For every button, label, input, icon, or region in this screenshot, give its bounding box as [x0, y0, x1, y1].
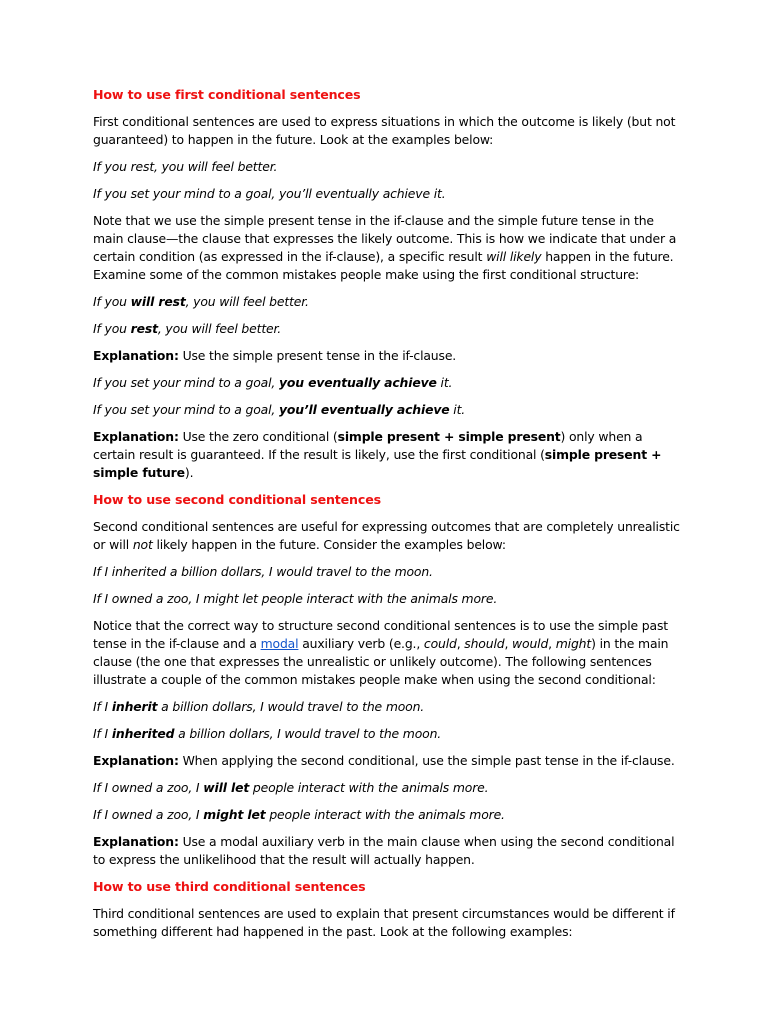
first-conditional-intro: First conditional sentences are used to express situations in which the outcome is likely (but not guaranteed) to happen in the future. Look at the examples below: [93, 114, 676, 147]
highlighted-verb: you eventually achieve [278, 375, 437, 390]
text-run: a billion dollars, I would travel to the moon. [174, 726, 442, 741]
text-run: people interact with the animals more. [249, 780, 489, 795]
explanation [93, 752, 685, 770]
text-run: Note that we use the simple present tense in the if-clause and the simple future tense in the main clause—the clause that expresses the likely outcome. This is how we indicate that under a certain condition (as expressed in the if-clause), a specific result [93, 213, 677, 264]
heading-second-conditional: How to use second conditional sentences [93, 492, 381, 507]
highlighted-verb: will let [203, 780, 250, 795]
highlighted-verb: might let [203, 807, 266, 822]
mistake-example [93, 806, 685, 824]
second-conditional-intro [93, 518, 685, 554]
example-sentence: If you rest, you will feel better. [93, 159, 278, 174]
explanation [93, 428, 685, 482]
text-run: , you will feel better. [157, 321, 282, 336]
text-run: it. [449, 402, 466, 417]
text-run: it. [436, 375, 453, 390]
text-run: If you set your mind to a goal, [93, 402, 279, 417]
highlighted-verb: inherited [111, 726, 175, 741]
text-run: a billion dollars, I would travel to the moon. [157, 699, 425, 714]
text-run: If I owned a zoo, I [93, 780, 204, 795]
text-run: , [456, 636, 465, 651]
document-body [93, 86, 685, 950]
text-run: If you [93, 321, 131, 336]
text-run: people interact with the animals more. [265, 807, 505, 822]
text-run: auxiliary verb (e.g., [298, 636, 424, 651]
second-conditional-note [93, 617, 685, 689]
mistake-example [93, 725, 685, 743]
highlighted-verb: rest [130, 321, 158, 336]
text-run: likely happen in the future. Consider the examples below: [152, 537, 506, 552]
explanation [93, 347, 685, 365]
mistake-example [93, 401, 685, 419]
bold-term: simple present + simple present [337, 429, 561, 444]
third-conditional-intro: Third conditional sentences are used to explain that present circumstances would be different if something different had happened in the past. Look at the following examples: [93, 906, 675, 939]
explanation-label: Explanation: [93, 429, 179, 444]
text-run: ) only when a certain result is guaranteed. If the result is likely, use the first conditional ( [93, 429, 643, 462]
text-run: , you will feel better. [185, 294, 309, 309]
text-run: ). [184, 465, 194, 480]
example-sentence: If I owned a zoo, I might let people interact with the animals more. [93, 591, 498, 606]
mistake-example [93, 320, 685, 338]
mistake-example [93, 698, 685, 716]
emphasis: could [423, 636, 457, 651]
text-run: ) in the main clause (the one that expresses the unrealistic or unlikely outcome). The following sentences illustrate a couple of the common mistakes people make when using the second conditional: [93, 636, 669, 687]
text-run: If I [93, 699, 112, 714]
text-run: Use the zero conditional ( [178, 429, 338, 444]
explanation-label: Explanation: [93, 834, 179, 849]
text-run: Notice that the correct way to structure second conditional sentences is to use the simple past tense in the if-clause and a [93, 618, 668, 651]
emphasis: should [464, 636, 505, 651]
explanation [93, 833, 685, 869]
explanation-label: Explanation: [93, 348, 179, 363]
first-conditional-note [93, 212, 685, 284]
text-run: , [548, 636, 556, 651]
modal-link[interactable]: modal [260, 636, 299, 651]
mistake-example [93, 374, 685, 392]
highlighted-verb: you’ll eventually achieve [278, 402, 450, 417]
text-run: happen in the future. Examine some of the common mistakes people make using the first conditional structure: [93, 249, 674, 282]
text-run: Second conditional sentences are useful for expressing outcomes that are completely unrealistic or will [93, 519, 680, 552]
text-run: Use the simple present tense in the if-clause. [178, 348, 457, 363]
text-run: , [504, 636, 513, 651]
text-run: If you set your mind to a goal, [93, 375, 279, 390]
text-run: If you [93, 294, 131, 309]
mistake-example [93, 779, 685, 797]
emphasis: will likely [486, 249, 542, 264]
highlighted-verb: inherit [111, 699, 158, 714]
emphasis: might [555, 636, 592, 651]
emphasis: would [512, 636, 549, 651]
explanation-label: Explanation: [93, 753, 179, 768]
text-run: If I [93, 726, 112, 741]
example-sentence: If you set your mind to a goal, you’ll eventually achieve it. [93, 186, 446, 201]
heading-third-conditional: How to use third conditional sentences [93, 879, 366, 894]
emphasis: not [132, 537, 153, 552]
example-sentence: If I inherited a billion dollars, I would travel to the moon. [93, 564, 433, 579]
mistake-example [93, 293, 685, 311]
text-run: Use a modal auxiliary verb in the main clause when using the second conditional to express the unlikelihood that the result will actually happen. [93, 834, 675, 867]
heading-first-conditional: How to use first conditional sentences [93, 87, 361, 102]
bold-term: simple present + simple future [93, 447, 662, 480]
text-run: If I owned a zoo, I [93, 807, 204, 822]
highlighted-verb: will rest [130, 294, 186, 309]
text-run: When applying the second conditional, use the simple past tense in the if-clause. [178, 753, 675, 768]
